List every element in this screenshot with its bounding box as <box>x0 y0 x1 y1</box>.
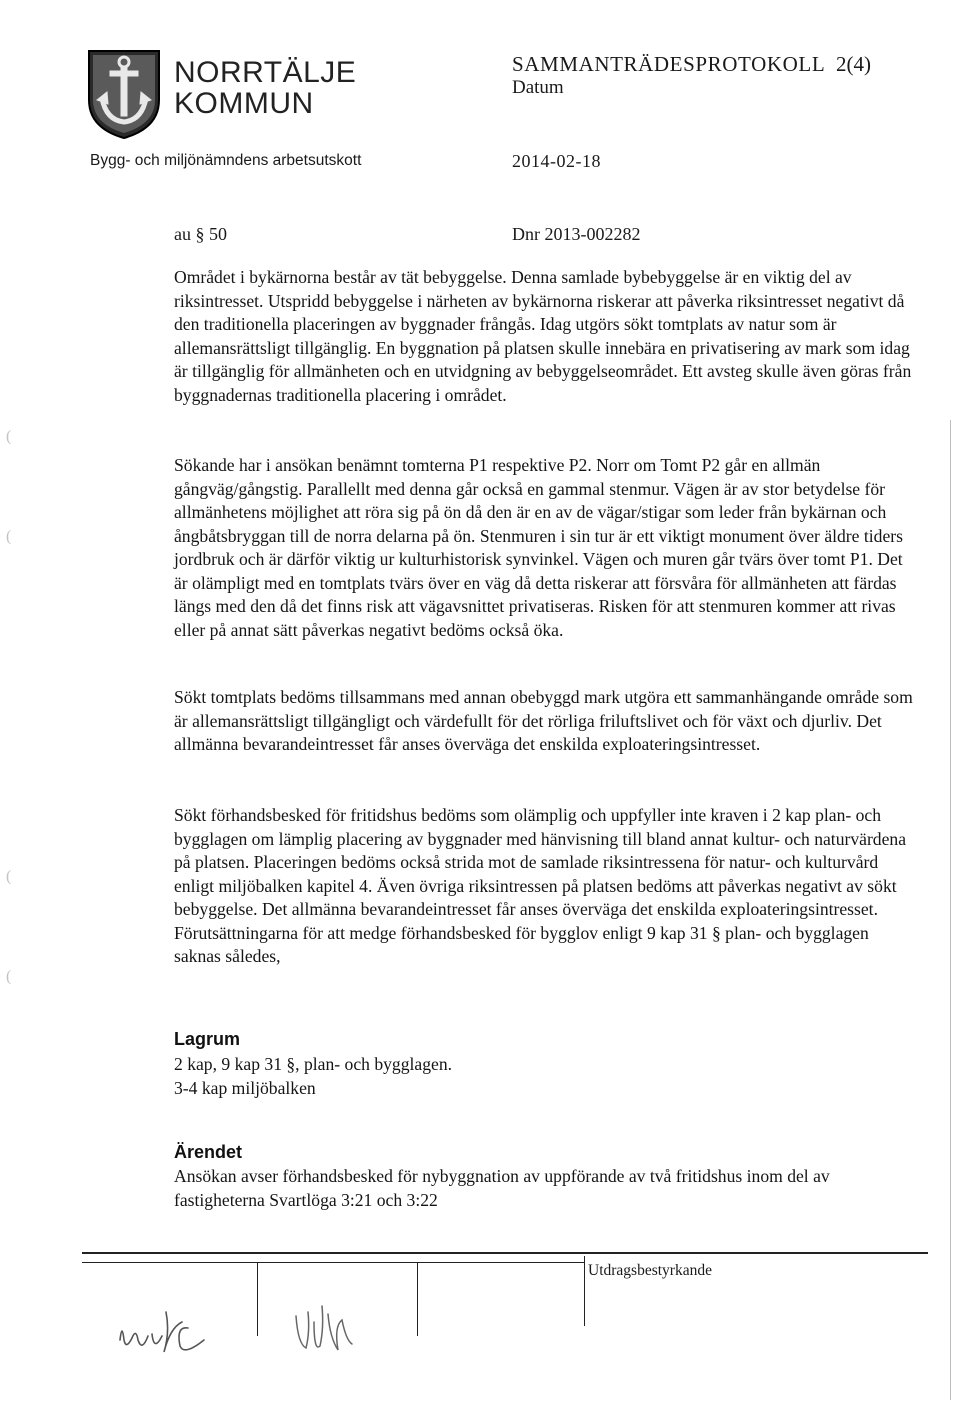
certification-label: Utdragsbestyrkande <box>588 1262 712 1279</box>
lagrum-list <box>174 1053 914 1100</box>
arendet-heading: Ärendet <box>174 1142 243 1162</box>
arendet-paragraph: Ansökan avser förhandsbesked för nybyggnation av uppförande av två fritidshus inom del av fastigheterna Svartlöga 3:21 och 3:22 <box>174 1166 830 1210</box>
page-number: 2(4) <box>836 52 871 76</box>
arendet-text <box>174 1165 914 1212</box>
signature-divider <box>257 1262 258 1336</box>
department-name: Bygg- och miljönämndens arbetsutskott <box>90 152 362 169</box>
date-label: Datum <box>512 77 564 98</box>
margin-mark: ( <box>6 968 12 985</box>
body-paragraph-4 <box>174 804 914 969</box>
municipality-coat-of-arms <box>86 48 162 140</box>
signature-divider <box>584 1256 585 1326</box>
organization-name <box>174 57 356 119</box>
signature-2 <box>284 1282 384 1382</box>
margin-mark: ( <box>6 528 12 545</box>
lagrum-heading: Lagrum <box>174 1029 241 1049</box>
margin-mark: ( <box>6 868 12 885</box>
signature-1 <box>112 1282 252 1382</box>
body-paragraph-3 <box>174 686 914 757</box>
body-paragraph-1 <box>174 266 914 407</box>
meeting-date: 2014-02-18 <box>512 151 601 171</box>
body-paragraph-2 <box>174 454 914 642</box>
lagrum-item: 2 kap, 9 kap 31 §, plan- och bygglagen. <box>174 1054 453 1074</box>
organization-name-line1: NORRTÄLJE <box>174 56 357 89</box>
scan-edge-line <box>950 420 951 1400</box>
footer-top-rule <box>82 1252 928 1254</box>
document-title: SAMMANTRÄDESPROTOKOLL <box>512 52 826 76</box>
body-paragraph-text: Sökt tomtplats bedöms tillsammans med annan obebyggd mark utgöra ett sammanhängande område som är allemansrättsligt tillgängligt och värdefullt för det rörliga friluftslivet och för växt och djurliv. Det allmänna bevarandeintresset får anses överväga det enskilda exploateringsintresset. <box>174 687 913 754</box>
case-number: Dnr 2013-002282 <box>512 224 641 244</box>
body-paragraph-text: Sökt förhandsbesked för fritidshus bedöms som olämplig och uppfyller inte kraven i 2 kap plan- och bygglagen om lämplig placering av byggnader med hänvisning till bland annat kultur- och naturvärdena på platsen. Placeringen bedöms också strida mot de samlade riksintressena för natur- och kulturvård enligt miljöbalken kapitel 4. Även övriga riksintressen på platsen bedöms att påverkas negativt av sökt bebyggelse. Det allmänna bevarandeintresset får anses överväga det enskilda exploateringsintresset. Förutsättningarna för att medge förhandsbesked för bygglov enligt 9 kap 31 § plan- och bygglagen saknas således, <box>174 805 907 966</box>
body-paragraph-text: Sökande har i ansökan benämnt tomterna P1 respektive P2. Norr om Tomt P2 går en allmän gångväg/gångstig. Parallellt med denna går också en gammal stenmur. Vägen är av stor betydelse för allmänhetens möjlighet att röra sig på ön då den är en av de vägar/stigar som leder från bykärnan och ångbåtsbryggan till de norra delarna på ön. Stenmuren i sin tur är ett viktigt monument över äldre tiders jordbruk och är därför viktig ur kulturhistorisk synvinkel. Vägen och muren går tvärs över tomt P1. Det är olämpligt med en tomtplats tvärs över en väg då detta riskerar att försvåra för allmänheten att färdas längs med den då det finns risk att vägavsnittet privatiseras. Risken för att stenmuren kommer att rivas eller på annat sätt påverkas negativt bedöms också öka. <box>174 455 903 640</box>
body-paragraph-text: Området i bykärnorna består av tät bebyggelse. Denna samlade bybebyggelse är en viktig del av riksintresset. Utspridd bebyggelse i närheten av bykärnorna riskerar att påverka riksintresset negativt då den traditionella placeringen av byggnader frångås. Idag utgörs sökt tomtplats av natur som är allemansrättsligt tillgänglig. En byggnation på platsen skulle innebära en privatisering av mark som idag är tillgänglig för allmänheten och en utvidgning av bebyggelseområdet. Ett avsteg skulle även göras från byggnadernas traditionella placering i området. <box>174 267 912 405</box>
lagrum-item: 3-4 kap miljöbalken <box>174 1077 316 1098</box>
paragraph-reference: au § 50 <box>174 224 227 244</box>
footer-second-rule <box>82 1262 584 1263</box>
organization-name-line2: KOMMUN <box>174 87 314 120</box>
signature-divider <box>417 1262 418 1336</box>
margin-mark: ( <box>6 428 12 445</box>
